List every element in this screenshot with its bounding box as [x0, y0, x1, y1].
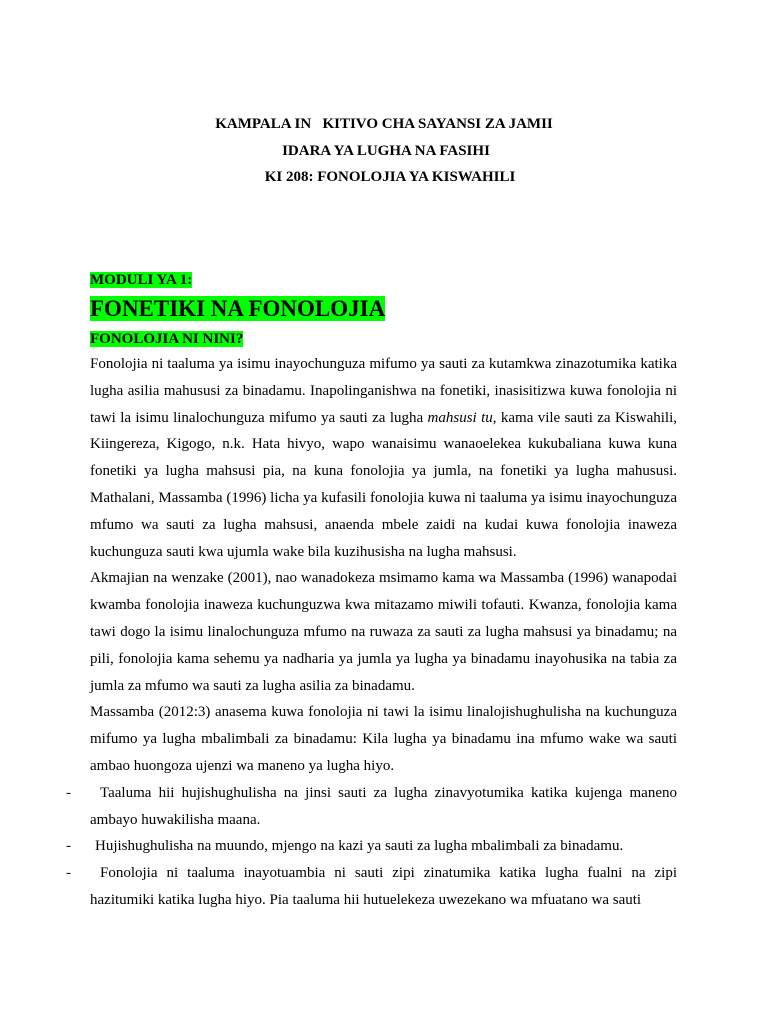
bullet-text: Hujishughulisha na muundo, mjengo na kazi ya sauti za lugha mbalimbali za binadamu.: [95, 838, 624, 855]
paragraph-1-part1: Fonolojia ni taaluma ya isimu inayochunguza mifumo ya sauti za kutamkwa zinazotumika katika lugha asilia mahususi za binadamu. Inapolinganishwa na fonetiki, inasisitizwa kuwa fonolojia ni tawi la isimu linalochunguza mifumo ya sauti za lugha: [90, 356, 677, 426]
module-title: [90, 293, 677, 325]
list-item: [66, 780, 677, 834]
section-heading: [90, 328, 677, 350]
bullet-list: [66, 780, 677, 914]
bullet-marker: -: [66, 784, 71, 801]
course-line: KI 208: FONOLOJIA YA KISWAHILI: [264, 169, 516, 185]
paragraph-1-italic: mahsusi tu: [427, 409, 493, 426]
section-heading-text: FONOLOJIA NI NINI?: [90, 331, 244, 347]
list-item: [66, 860, 677, 914]
paragraph-1-part2: , kama vile sauti za Kiswahili, Kiingereza, Kigogo, n.k. Hata hivyo, wapo wanaisimu wanaoelekea kukubaliana kuwa kuna fonetiki ya lugha mahsusi pia, na kuna fonolojia ya jumla, na fonetiki ya lugha mahususi. Mathalani, Massamba (1996) licha ya kufasili fonolojia kuwa ni taaluma ya isimu inayochunguza mfumo wa sauti za lugha mahsusi, anaenda mbele zaidi na kudai kuwa fonolojia inaweza kuchunguza sauti kwa ujumla wake bila kuzihusisha na lugha mahsusi.: [90, 409, 678, 560]
paragraph-1: [90, 351, 677, 565]
bullet-marker: -: [66, 838, 71, 855]
institution-line: KAMPALA IN KITIVO CHA SAYANSI ZA JAMII: [215, 116, 553, 132]
bullet-text: Taaluma hii hujishughulisha na jinsi sauti za lugha zinavyotumika katika kujenga maneno ambayo huwakilisha maana.: [90, 784, 677, 828]
document-body: [66, 269, 678, 914]
department-line: IDARA YA LUGHA NA FASIHI: [282, 142, 490, 159]
module-title-text: FONETIKI NA FONOLOJIA: [90, 296, 386, 321]
paragraph-2: Akmajian na wenzake (2001), nao wanadokeza msimamo kama wa Massamba (1996) wanapodai kwamba fonolojia inaweza kuchunguzwa kwa mitazamo miwili tofauti. Kwanza, fonolojia kama tawi dogo la isimu linalochunguza mfumo na ruwaza za sauti za lugha mahsusi ya binadamu; na pili, fonolojia kama sehemu ya nadharia ya jumla ya lugha ya binadamu inayohusika na tabia za jumla za mfumo wa sauti za lugha asilia za binadamu.: [90, 570, 677, 694]
module-label-text: MODULI YA 1:: [90, 272, 193, 288]
paragraph-3: Massamba (2012:3) anasema kuwa fonolojia ni tawi la isimu linalojishughulisha na kuchunguza mifumo ya lugha mbalimbali za binadamu: Kila lugha ya binadamu ina mfumo wake wa sauti ambao huongoza ujenzi wa maneno ya lugha hiyo.: [90, 704, 677, 774]
bullet-marker: -: [66, 865, 71, 882]
module-label: [90, 269, 677, 291]
list-item: [66, 833, 677, 860]
bullet-text: Fonolojia ni taaluma inayotuambia ni sauti zipi zinatumika katika lugha fualni na zipi hazitumiki katika lugha hiyo. Pia taaluma hii hutuelekeza uwezekano wa mfuatano wa sauti: [90, 865, 677, 908]
document-header: [0, 111, 768, 191]
